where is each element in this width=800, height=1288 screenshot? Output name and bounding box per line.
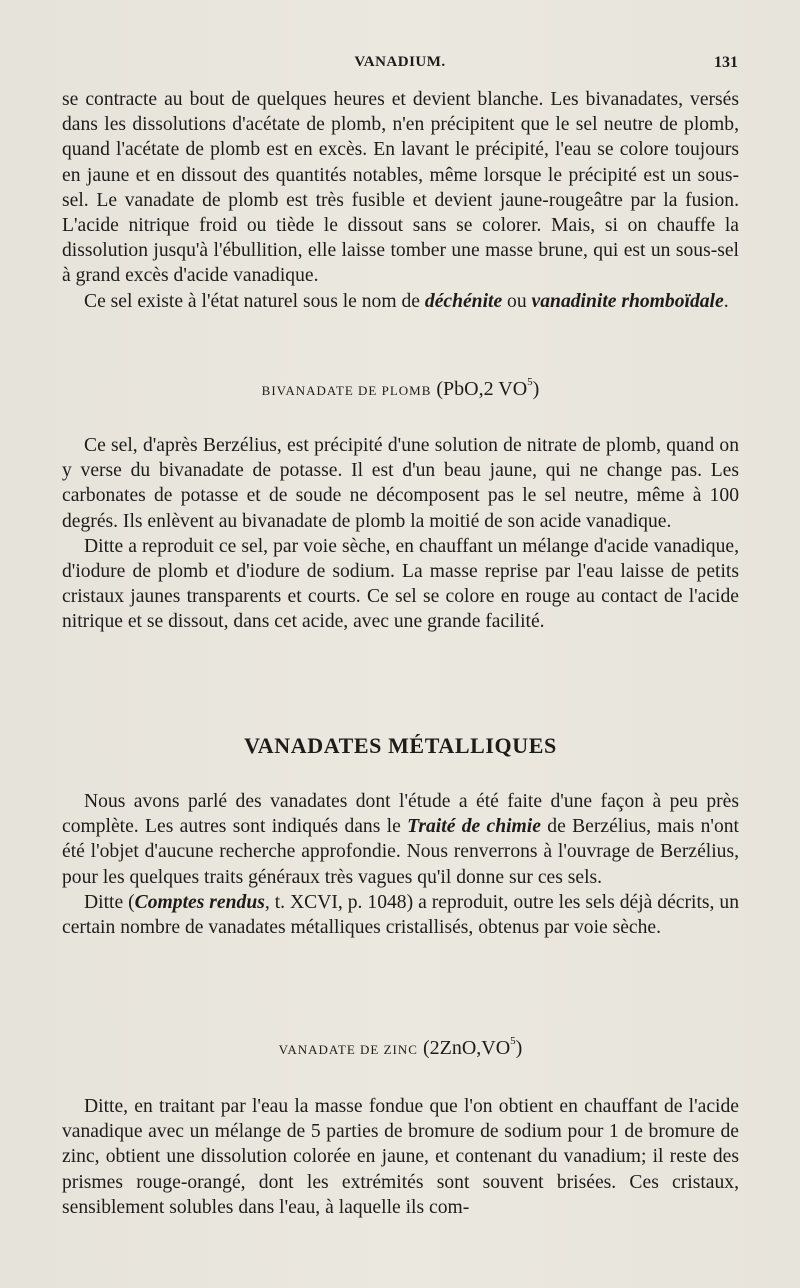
text-run: Nous avons parlé des vanadates dont l'étude a été faite d'une façon à peu près complète. Les autres sont indiqués dans le [62, 791, 739, 838]
book-title: Traité de chimie [407, 816, 541, 838]
mineral-name: vanadinite rhomboïdale [531, 290, 724, 312]
text-run: ou [502, 290, 532, 312]
text-run: de Berzélius, mais n'ont été l'objet d'aucune recherche approfondie. Nous renverrons à l'ouvrage de Berzélius, pour les quelques traits généraux très vagues qu'il donne sur ces sels. [62, 816, 739, 888]
formula-text: ) [515, 1037, 523, 1059]
mineral-name: déchénite [424, 290, 503, 312]
paragraph [62, 789, 739, 890]
paragraph [62, 890, 739, 940]
text-block [62, 1094, 739, 1220]
text-block [62, 789, 739, 940]
text-block [62, 433, 739, 635]
running-head [62, 54, 738, 76]
text-run: , t. XCVI, p. 1048) a reproduit, outre les sels déjà décrits, un certain nombre de vanadates métalliques cristallisés, obtenus par voie sèche. [62, 891, 739, 939]
subsection-title: BIVANADATE DE PLOMB [261, 383, 432, 398]
text-run: Ce sel existe à l'état naturel sous le nom de [84, 290, 425, 312]
formula-text: ) [532, 378, 540, 400]
text-run: . [723, 290, 729, 312]
paragraph [62, 289, 739, 314]
running-title: VANADIUM. [354, 54, 446, 70]
paragraph: Ce sel, d'après Berzélius, est précipité d'une solution de nitrate de plomb, quand on y verse du bivanadate de potasse. Il est d'un beau jaune, qui ne change pas. Les carbonates de potasse et de soude ne décomposent pas le sel neutre, même à 100 degrés. Ils enlèvent au bivanadate de plomb la moitié de son acide vanadique. [62, 435, 739, 532]
text-block-continuation [62, 87, 739, 314]
chemical-formula [423, 1037, 522, 1059]
formula-superscript: 5 [527, 376, 533, 388]
page-number: 131 [714, 54, 738, 71]
paragraph: Ditte a reproduit ce sel, par voie sèche, en chauffant un mélange d'acide vanadique, d'iodure de plomb et d'iodure de sodium. La masse reprise par l'eau laisse de petits cristaux jaunes transparents et courts. Ce sel se colore en rouge au contact de l'acide nitrique et se dissout, dans cet acide, avec une grande facilité. [62, 535, 739, 633]
section-heading: VANADATES MÉTALLIQUES [244, 733, 557, 758]
paragraph: Ditte, en traitant par l'eau la masse fondue que l'on obtient en chauffant de l'acide vanadique avec un mélange de 5 parties de bromure de sodium pour 1 de bromure de zinc, obtient une dissolution colorée en jaune, et contenant du vanadium; il reste des prismes rouge-orangé, dont les extrémités sont souvent brisées. Ces cristaux, sensiblement solubles dans l'eau, à laquelle ils com- [62, 1096, 739, 1218]
subsection-heading [62, 378, 739, 401]
journal-title: Comptes rendus [134, 891, 265, 913]
formula-text: (2ZnO,VO [422, 1037, 511, 1059]
formula-text: (PbO,2 VO [436, 378, 528, 400]
subsection-heading [62, 1037, 739, 1060]
formula-superscript: 5 [510, 1035, 516, 1047]
chemical-formula [436, 378, 539, 400]
paragraph: se contracte au bout de quelques heures et devient blanche. Les bivanadates, versés dans les dissolutions d'acétate de plomb, n'en précipitent que le sel neutre de plomb, quand l'acétate de plomb est en excès. En lavant le précipité, l'eau se colore toujours en jaune et en dissout des quantités notables, même lorsque le précipité est un sous-sel. Le vanadate de plomb est très fusible et devient jaune-rougeâtre par la fusion. L'acide nitrique froid ou tiède le dissout sans se colorer. Mais, si on chauffe la dissolution jusqu'à l'ébullition, elle laisse tomber une masse brune, qui est un sous-sel à grand excès d'acide vanadique. [62, 89, 739, 287]
subsection-title: VANADATE DE ZINC [278, 1042, 418, 1057]
text-run: Ditte ( [84, 891, 135, 913]
